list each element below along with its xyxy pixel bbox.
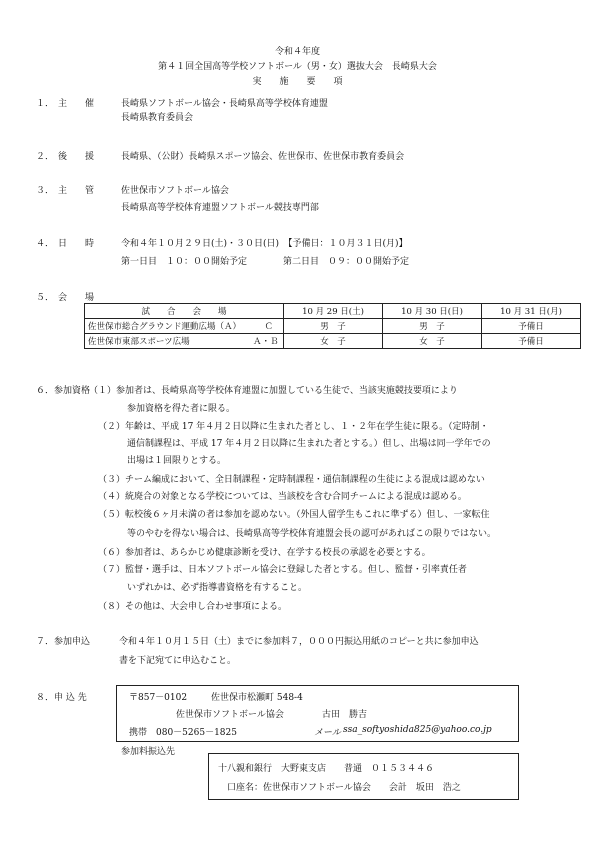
section-4-line-2: 第一日目 １０：００開始予定 第二日目 ０９：００開始予定 [121,257,410,267]
section-4-number: ４． [36,239,55,249]
contact-email: ssa_softyoshida825@yahoo.co.jp [343,725,492,735]
section-1-label: 主 催 [58,99,95,109]
contact-organization: 佐世保市ソフトボール協会 [176,710,284,720]
contact-address: 佐世保市松瀬町 548-4 [211,693,303,703]
venue-court: Ｃ [264,322,273,332]
venue-header: 試 合 会 場 [85,304,284,319]
eligibility-item-2-cont: 出場は１回限りとする。 [127,456,227,466]
venue-name: 佐世保市総合グラウンド運動広場（Ａ） [88,322,242,332]
tournament-title: 第４１回全国高等学校ソフトボール（男・女）選抜大会 長崎県大会 [158,62,437,72]
day2-cell: 男 子 [383,319,482,334]
section-7-heading: ７．参加申込 [36,637,91,647]
section-4-label: 日 時 [58,239,95,249]
section-8-heading: ８．申 込 先 [36,693,87,703]
section-1-number: １． [36,99,55,109]
eligibility-item-8: （８）その他は、大会申し合わせ事項による。 [98,602,288,612]
mobile-number: 080－5265－1825 [156,728,237,738]
day2-cell: 女 子 [383,334,482,349]
section-6-heading: ６．参加資格 [36,386,91,396]
table-row [85,319,581,334]
era-heading: 令和４年度 [274,47,320,57]
day1-cell: 女 子 [284,334,383,349]
day2-header: 10 月 30 日(日) [383,304,482,319]
section-1-line-1: 長崎県ソフトボール協会・長崎県高等学校体育連盟 [121,99,328,109]
venue-table-header [85,304,581,319]
eligibility-item-5: （５）転校後６ヶ月未満の者は参加を認めない。（外国人留学生もこれに準ずる）但し、一家転住 [98,510,490,520]
eligibility-item-2: （２）年齢は、平成 17 年４月２日以降に生まれた者とし、１・２年在学生徒に限る。（定時制・ [98,422,489,432]
section-1-line-2: 長崎県教育委員会 [121,113,194,123]
contact-person: 古田 勝吉 [322,710,368,720]
application-line-1: 令和４年１０月１５日（土）までに参加料７，０００円振込用紙のコピーと共に参加申込 [119,637,479,647]
eligibility-item-1-cont: 参加資格を得た者に限る。 [127,404,236,414]
day1-cell: 男 子 [284,319,383,334]
section-3-number: ３． [36,186,55,196]
day3-cell: 予備日 [482,334,581,349]
section-2-label: 後 援 [58,152,95,162]
account-holder: 口座名：佐世保市ソフトボール協会 会計 坂田 浩之 [227,783,461,793]
section-5-label: 会 場 [58,293,95,303]
section-4-line-1: 令和４年１０月２９日(土)・３０日(日) 【予備日：１０月３１日(月)】 [121,239,408,249]
mobile-label: 携帯 [129,728,148,738]
section-5-number: ５． [36,293,55,303]
section-2-line-1: 長崎県、（公財）長崎県スポーツ協会、佐世保市、佐世保市教育委員会 [121,152,405,162]
eligibility-item-7-cont: いずれかは、必ず指導書資格を有すること。 [127,583,308,593]
section-3-label: 主 管 [58,186,95,196]
venue-court: Ａ・Ｂ [253,337,279,347]
email-label: メール [314,728,341,738]
section-3-line-1: 佐世保市ソフトボール協会 [121,186,229,196]
venue-cell [85,334,284,349]
eligibility-item-6: （６）参加者は、あらかじめ健康診断を受け、在学する校長の承認を必要とする。 [98,548,431,558]
venue-cell [85,319,284,334]
eligibility-item-3: （３）チーム編成において、全日制課程・定時制課程・通信制課程の生徒による混成は認めない [98,475,485,485]
eligibility-item-2-cont: 通信制課程は、平成 17 年４月２日以降に生まれた者とする。）但し、出場は同一学年での [127,439,491,449]
section-2-number: ２． [36,152,55,162]
eligibility-item-7: （７）監督・選手は、日本ソフトボール協会に登録した者とする。但し、監督・引率責任者 [98,565,467,575]
eligibility-item-4: （４）統廃合の対象となる学校については、当該校を含む合同チームによる混成は認める。 [98,492,467,502]
day3-header: 10 月 31 日(月) [482,304,581,319]
day3-cell: 予備日 [482,319,581,334]
table-row [85,334,581,349]
venue-table [84,303,581,349]
day1-header: 10 月 29 日(土) [284,304,383,319]
postal-code: 〒857－0102 [129,693,188,703]
application-line-2: 書を下記宛てに申込むこと。 [119,656,237,666]
eligibility-item-1: （１）参加者は、長崎県高等学校体育連盟に加盟している生徒で、当該実施競技要項により [89,386,458,396]
venue-name: 佐世保市東部スポーツ広場 [88,337,190,347]
section-3-line-2: 長崎県高等学校体育連盟ソフトボール競技専門部 [121,203,319,213]
document-subtitle: 実 施 要 項 [252,77,343,87]
eligibility-item-5-cont: 等のやむを得ない場合は、長崎県高等学校体育連盟会長の認可があればこの限りではない。 [127,529,497,539]
fee-transfer-label: 参加料振込先 [121,747,176,757]
bank-branch-account: 十八親和銀行 大野東支店 普通 ０１５３４４６ [218,764,435,774]
